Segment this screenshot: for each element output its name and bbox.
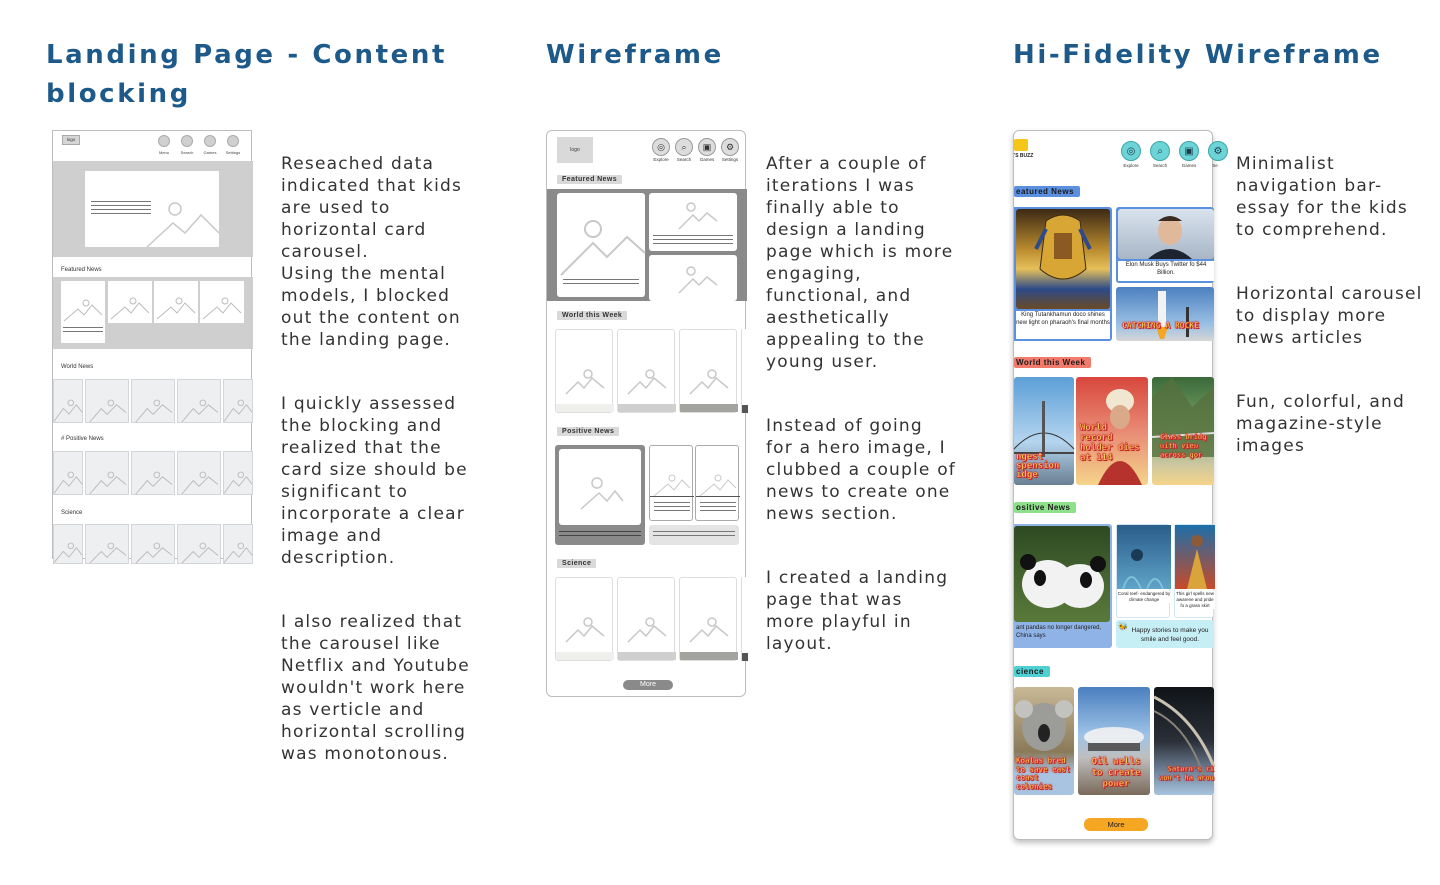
wireframe-paragraph: After a couple of iterations I was finally able to design a landing page which is more engaging, functional, and aesthetically appealing to the young user. <box>766 154 954 372</box>
girl-caption: This girl spells new awarene and pride fo a grass skirt <box>1175 591 1214 608</box>
world-card-record[interactable] <box>1076 377 1148 485</box>
wireframe-description <box>766 131 956 697</box>
wireframe-title: Wireframe <box>546 40 724 70</box>
bridge-caption: ngest spension idge <box>1016 452 1060 480</box>
section-label: World News <box>61 364 94 370</box>
hifi-phone-mockup <box>1013 130 1223 840</box>
search-icon <box>181 135 193 147</box>
nav-label: Games <box>1181 163 1197 168</box>
section-label: Featured News <box>61 267 102 273</box>
blocking-phone-mockup <box>52 130 252 559</box>
blocking-paragraph: I quickly assessed the blocking and realized that the card size should be significant to incorporate a clear image and description. <box>281 394 468 568</box>
coral-caption: Coral reef- endangered by climate change <box>1117 591 1171 602</box>
musk-caption: Elon Musk Buys Twitter fo $44 Billion. <box>1118 261 1214 281</box>
blocking-description <box>281 131 471 807</box>
featured-card-rocket[interactable] <box>1116 287 1214 341</box>
nav-label: Explore <box>653 157 669 162</box>
science-card-koala[interactable] <box>1014 687 1074 795</box>
settings-icon[interactable]: ⚙ <box>1208 141 1228 161</box>
nav-label: Settings <box>225 150 241 155</box>
section-label: eatured News <box>1014 186 1080 197</box>
science-row <box>53 524 253 560</box>
science-card-saturn[interactable] <box>1154 687 1214 795</box>
menu-icon <box>158 135 170 147</box>
nav-label: Games <box>699 157 715 162</box>
section-label: World this Week <box>1014 357 1091 368</box>
positive-card-panda[interactable] <box>1014 524 1112 648</box>
blocking-title: Landing Page - Content blocking <box>46 40 448 109</box>
nav-label: Se <box>1212 163 1218 168</box>
nav-label: Search <box>1152 163 1168 168</box>
blocking-paragraph: Reseached data indicated that kids are used to horizontal card carousel. Using the mental models, I blocked out the content on the landing page. <box>281 154 463 350</box>
wireframe-paragraph: I created a landing page that was more playful in layout. <box>766 568 949 654</box>
featured-card-musk[interactable] <box>1116 207 1214 283</box>
section-label: World this Week <box>557 311 627 320</box>
positive-row <box>53 451 253 495</box>
saturn-caption: Saturn's ri won't ha arou <box>1159 765 1214 782</box>
nav-label: Search <box>676 157 692 162</box>
hifi-paragraph: Horizontal carousel to display more news articles <box>1236 284 1423 348</box>
positive-card-girl[interactable] <box>1174 524 1214 618</box>
happy-stories-banner[interactable] <box>1116 620 1214 648</box>
science-row <box>555 577 747 661</box>
hifi-logo: 'S BUZZ <box>1014 139 1030 159</box>
record-caption: World record holder dies at 114 <box>1080 423 1140 463</box>
tutankhamun-image <box>1016 209 1110 309</box>
blocking-paragraph: I also realized that the carousel like Netflix and Youtube wouldn't work here as verticle and horizontal scrolling was monotonous. <box>281 612 470 764</box>
blocking-logo: logo <box>62 135 80 145</box>
explore-icon[interactable]: ◎ <box>652 138 670 156</box>
world-card-glass[interactable] <box>1152 377 1214 485</box>
koala-caption: Koalas bred to save east coast colonies <box>1016 756 1071 791</box>
hifi-title: Hi-Fidelity Wireframe <box>1013 40 1383 70</box>
games-icon[interactable]: ▣ <box>698 138 716 156</box>
games-icon[interactable]: ▣ <box>1179 141 1199 161</box>
featured-block <box>547 189 747 301</box>
world-row <box>555 329 747 413</box>
nav-label: Search <box>180 150 194 155</box>
settings-icon <box>227 135 239 147</box>
hifi-paragraph: Minimalist navigation bar- essay for the kids to comprehend. <box>1236 154 1408 240</box>
science-card-oil[interactable] <box>1078 687 1150 795</box>
section-label: Positive News <box>557 427 619 436</box>
search-icon[interactable]: ⌕ <box>675 138 693 156</box>
search-icon[interactable]: ⌕ <box>1150 141 1170 161</box>
happy-caption: Happy stories to make you smile and feel good. <box>1131 627 1209 643</box>
positive-row <box>555 445 747 547</box>
settings-icon[interactable]: ⚙ <box>721 138 739 156</box>
wireframe-logo: logo <box>557 137 593 163</box>
hifi-paragraph: Fun, colorful, and magazine-style images <box>1236 392 1405 456</box>
world-card-bridge[interactable] <box>1014 377 1074 485</box>
hero-block <box>53 161 253 257</box>
section-label: cience <box>1014 666 1050 677</box>
section-label: Science <box>61 510 83 516</box>
nav-label: Explore <box>1123 163 1139 168</box>
wireframe-phone-mockup <box>546 130 746 697</box>
tut-caption: King Tutankhamun doco shines new light on pharaoh's final months <box>1016 311 1110 339</box>
featured-card-tut[interactable] <box>1014 207 1112 341</box>
musk-image <box>1118 209 1214 259</box>
panda-image <box>1014 526 1110 622</box>
featured-block <box>53 277 253 349</box>
oil-caption: Oil wells to create power <box>1091 757 1141 789</box>
bee-icon: 🐝 <box>1118 622 1128 631</box>
nav-label: Settings <box>721 157 739 162</box>
nav-label: Games <box>203 150 217 155</box>
explore-icon[interactable]: ◎ <box>1121 141 1141 161</box>
nav-label: Menu <box>158 150 169 155</box>
more-button[interactable]: More <box>623 680 673 690</box>
wireframe-paragraph: Instead of going for a hero image, I clubbed a couple of news to create one news section. <box>766 416 956 524</box>
section-label: Science <box>557 559 596 568</box>
rocket-caption: CATCHING A ROCKE <box>1122 321 1200 330</box>
hifi-description <box>1236 131 1426 499</box>
section-label: ositive News <box>1014 502 1076 513</box>
section-label: Featured News <box>557 175 622 184</box>
positive-card-coral[interactable] <box>1116 524 1170 618</box>
panda-caption: ant pandas no longer dangered, China says <box>1016 625 1102 639</box>
more-button[interactable]: More <box>1084 818 1148 831</box>
world-row <box>53 379 253 423</box>
section-label: # Positive News <box>61 436 104 442</box>
games-icon <box>204 135 216 147</box>
glass-caption: Glass bridg with view across gor <box>1160 433 1207 459</box>
